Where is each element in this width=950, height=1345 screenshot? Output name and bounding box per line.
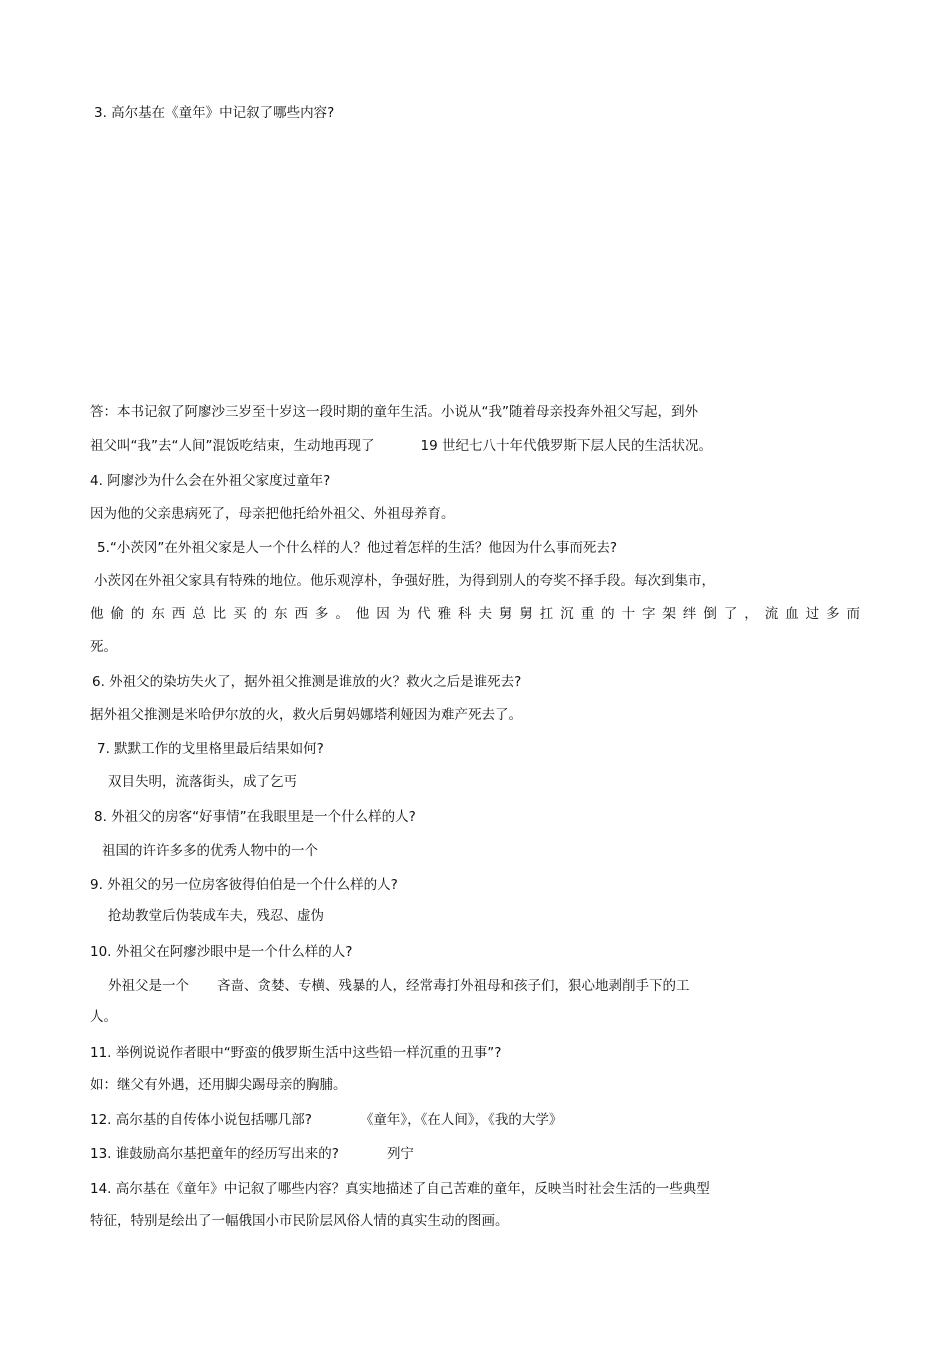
answer-4: 因为他的父亲患病死了，母亲把他托给外祖父、外祖母养育。 bbox=[90, 506, 455, 522]
answer-12: 《童年》，《在人间》，《我的大学》 bbox=[359, 1112, 563, 1128]
answer-5-line-2: 他偷的东西总比买的东西多。他因为代雅科夫舅舅扛沉重的十字架绊倒了，流血过多而 bbox=[90, 606, 860, 622]
answer-3-line-2 bbox=[90, 437, 712, 455]
question-12 bbox=[90, 1111, 562, 1129]
answer-3-line-2b: 19 世纪七八十年代俄罗斯下层人民的生活状况。 bbox=[420, 438, 712, 454]
answer-8: 祖国的许许多多的优秀人物中的一个 bbox=[102, 843, 318, 859]
answer-13: 列宁 bbox=[386, 1146, 414, 1162]
question-11: 11. 举例说说作者眼中“野蛮的俄罗斯生活中这些铅一样沉重的丑事”? bbox=[90, 1045, 502, 1061]
question-14-line-1: 14. 高尔基在《童年》中记叙了哪些内容？真实地描述了自己苦难的童年，反映当时社会生活的一些典型 bbox=[90, 1181, 710, 1197]
question-6: 6. 外祖父的染坊失火了，据外祖父推测是谁放的火？救火之后是谁死去? bbox=[92, 674, 522, 690]
answer-10-line-1b: 吝啬、贪婪、专横、残暴的人，经常毒打外祖母和孩子们，狠心地剥削手下的工 bbox=[217, 978, 690, 994]
answer-10-line-1a: 外祖父是一个 bbox=[108, 978, 189, 994]
answer-7: 双目失明，流落街头，成了乞丐 bbox=[108, 774, 297, 790]
answer-5-line-3: 死。 bbox=[90, 639, 117, 655]
answer-10-line-2: 人。 bbox=[90, 1009, 117, 1025]
answer-3-line-2a: 祖父叫“我”去“人间”混饭吃结束，生动地再现了 bbox=[90, 438, 375, 454]
answer-10-line-1 bbox=[108, 977, 690, 995]
question-14-line-2: 特征，特别是绘出了一幅俄国小市民阶层风俗人情的真实生动的图画。 bbox=[90, 1213, 509, 1229]
question-4: 4. 阿廖沙为什么会在外祖父家度过童年? bbox=[90, 473, 331, 489]
answer-5-line-1: 小茨冈在外祖父家具有特殊的地位。他乐观淳朴，争强好胜，为得到别人的夸奖不择手段。每次到集市， bbox=[94, 573, 715, 589]
question-12-text: 12. 高尔基的自传体小说包括哪几部? bbox=[90, 1112, 312, 1128]
question-8: 8. 外祖父的房客“好事情”在我眼里是一个什么样的人? bbox=[94, 809, 416, 825]
question-13 bbox=[90, 1145, 414, 1163]
question-3: 3. 高尔基在《童年》中记叙了哪些内容? bbox=[94, 105, 335, 121]
question-10: 10. 外祖父在阿瘳沙眼中是一个什么样的人? bbox=[90, 944, 353, 960]
answer-11: 如：继父有外遇，还用脚尖踢母亲的胸脯。 bbox=[90, 1077, 347, 1093]
question-13-text: 13. 谁鼓励高尔基把童年的经历写出来的? bbox=[90, 1146, 339, 1162]
question-5: 5.“小茨冈”在外祖父家是人一个什么样的人？他过着怎样的生活？他因为什么事而死去? bbox=[97, 540, 618, 556]
answer-6: 据外祖父推测是米哈伊尔放的火，救火后舅妈娜塔利娅因为难产死去了。 bbox=[90, 707, 522, 723]
question-9: 9. 外祖父的另一位房客彼得伯伯是一个什么样的人? bbox=[90, 877, 398, 893]
answer-9: 抢劫教堂后伪装成车夫，残忍、虚伪 bbox=[108, 908, 324, 924]
question-7: 7. 默默工作的戈里格里最后结果如何? bbox=[97, 741, 324, 757]
answer-3-line-1: 答：本书记叙了阿廖沙三岁至十岁这一段时期的童年生活。小说从“我”随着母亲投奔外祖父写起，到外 bbox=[90, 404, 698, 420]
